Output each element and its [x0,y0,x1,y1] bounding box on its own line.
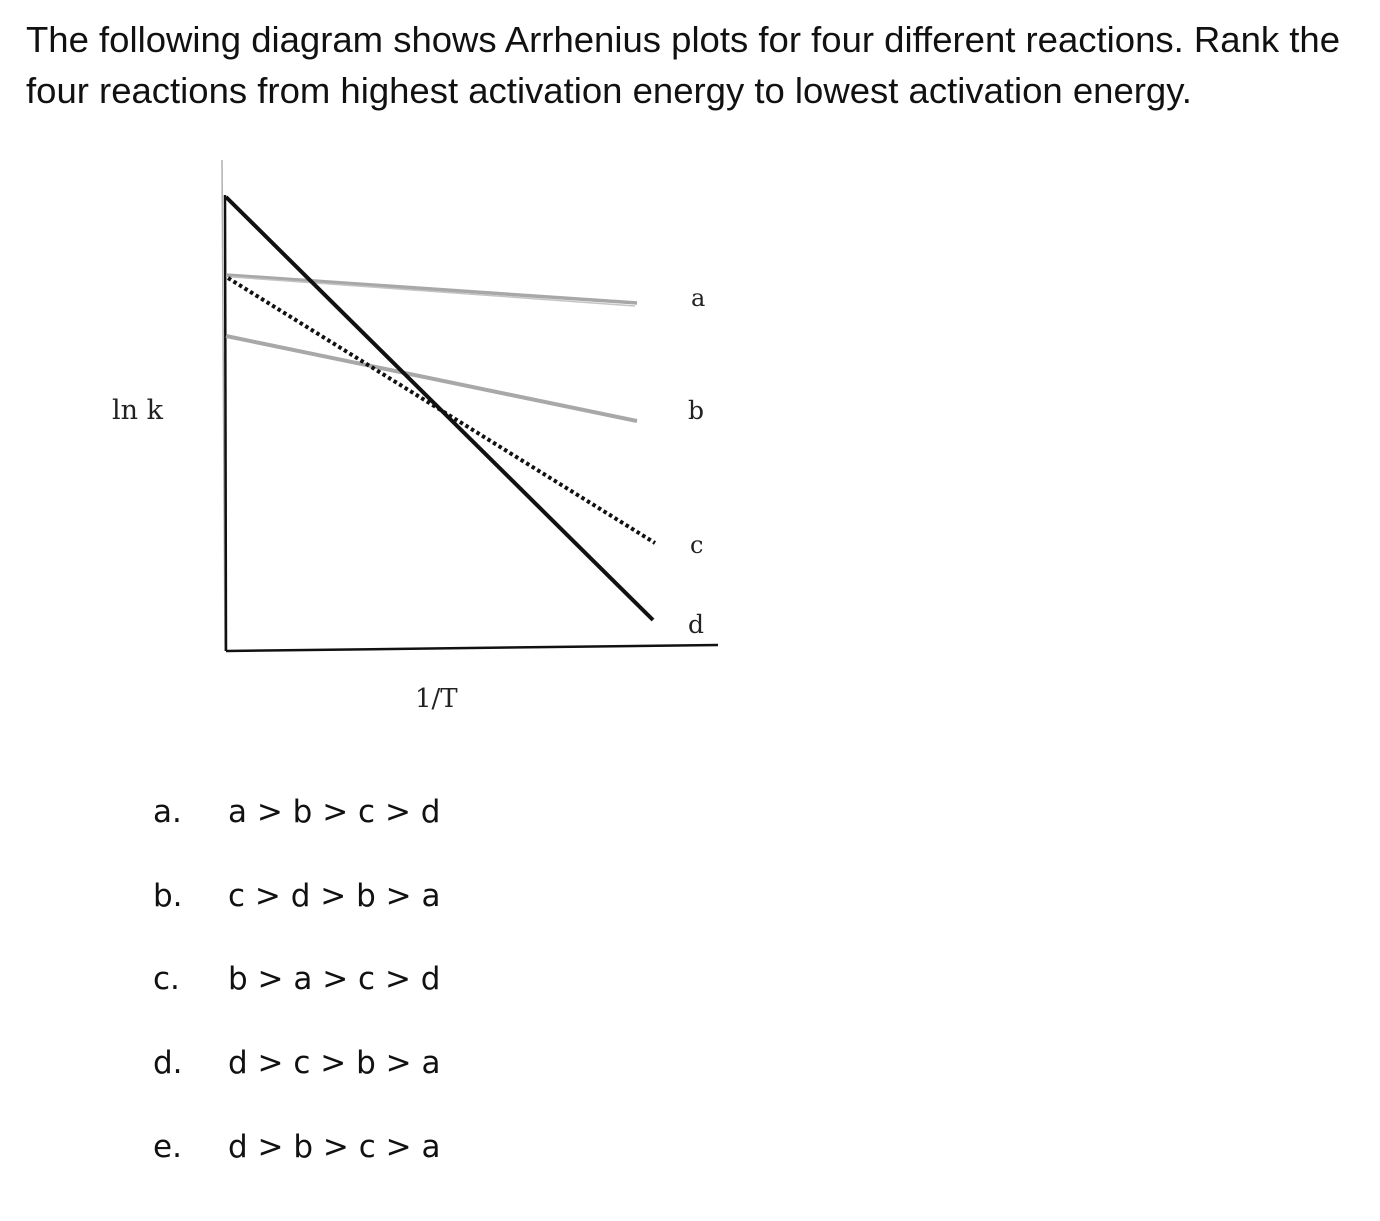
line-a [226,275,637,303]
choice-a[interactable] [153,790,553,834]
x-axis [226,645,718,651]
choice-text: c > d > b > a [228,878,441,914]
choice-c[interactable] [153,957,553,1001]
choice-e[interactable] [153,1125,553,1169]
line-b [226,336,637,421]
line-c-label: c [690,531,704,559]
y-axis-label: ln k [112,395,163,426]
choice-letter: e. [153,1129,182,1165]
choice-letter: b. [153,878,183,914]
line-a-shadow [232,277,635,306]
choice-letter: d. [153,1045,183,1081]
question-text: The following diagram shows Arrhenius plots for four different reactions. Rank the four reactions from highest activation energy to lowest activation energy. [26,19,1340,111]
choice-text: a > b > c > d [228,794,441,830]
arrhenius-plot [110,155,725,715]
choice-letter: a. [153,794,182,830]
line-d [226,197,653,620]
y-axis [225,195,226,651]
choice-text: d > b > c > a [228,1129,441,1165]
choice-text: d > c > b > a [228,1045,441,1081]
line-a-label: a [691,284,706,312]
choice-b[interactable] [153,874,553,918]
line-b-label: b [688,396,705,425]
arrhenius-diagram [110,155,725,715]
x-axis-label: 1/T [415,684,458,714]
choice-d[interactable] [153,1041,553,1085]
line-d-label: d [688,610,705,639]
choice-text: b > a > c > d [228,961,441,997]
choice-letter: c. [153,961,180,997]
